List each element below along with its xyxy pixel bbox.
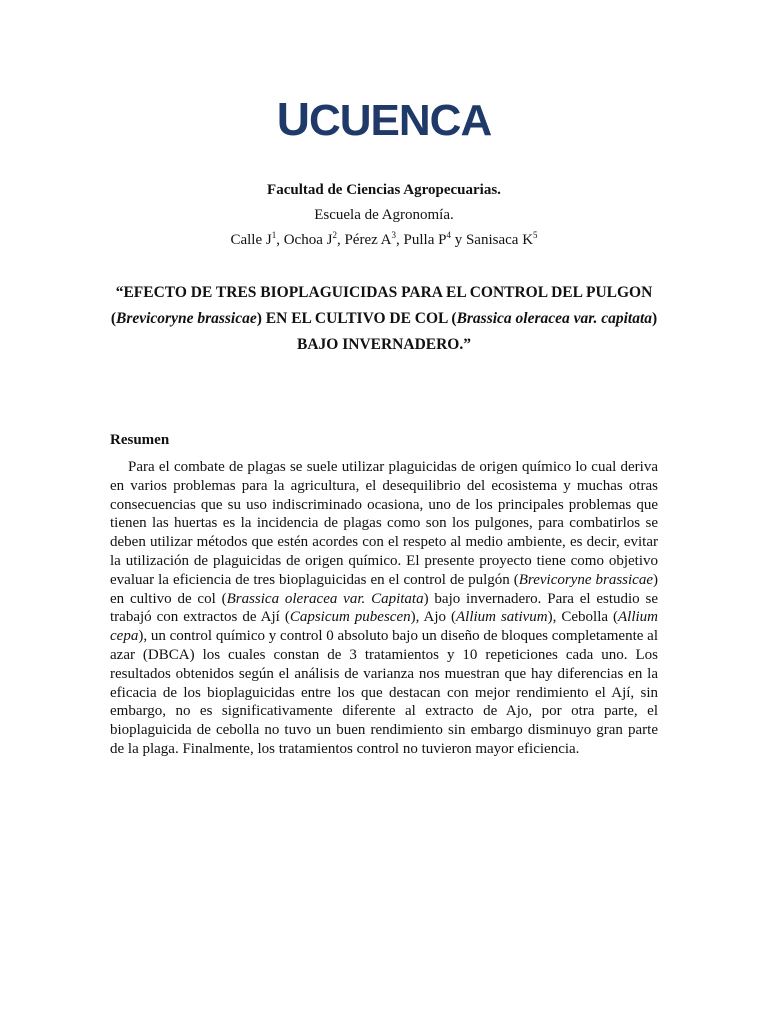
author-list bbox=[0, 230, 768, 250]
abstract-scientific-name: Allium sativum bbox=[456, 609, 548, 626]
abstract-text: ) bajo invernadero. Para el estudio se trabajó con extractos de Ají ( bbox=[110, 590, 658, 626]
abstract-text: ), Cebolla ( bbox=[547, 609, 618, 626]
author-separator: y bbox=[450, 232, 466, 248]
abstract-scientific-name: Capsicum pubescen bbox=[289, 609, 411, 626]
logo-text: CUENCA bbox=[309, 96, 492, 145]
author-affiliation: 3 bbox=[391, 230, 397, 240]
abstract-text: ), Ajo ( bbox=[410, 609, 456, 626]
abstract-text: Para el combate de plagas se suele utilizar plaguicidas de origen químico lo cual deriva en varios problemas para la agricultura, el desequilibrio del ecosistema y muchas otras consecuencias que su uso indiscriminado ocasiona, uno de los principales problemas que tienen las huertas es la incidencia de plagas como son los pulgones, para combatirlos se deben utilizar métodos que estén acordes con el respeto al medio ambiente, es decir, evitar la utilización de plaguicidas de origen químico. El presente proyecto tiene como objetivo evaluar la eficiencia de tres bioplaguicidas en el control de pulgón ( bbox=[110, 459, 658, 588]
title-scientific-name: Brassica oleracea var. capitata bbox=[456, 310, 653, 327]
author-affiliation: 4 bbox=[446, 230, 451, 240]
author-name: Calle J bbox=[230, 232, 272, 248]
abstract-body bbox=[110, 458, 658, 759]
title-text: ) BAJO INVERNADERO.” bbox=[297, 310, 658, 353]
author-name: Ochoa J bbox=[283, 232, 333, 248]
abstract-scientific-name: Brevicoryne brassicae bbox=[518, 571, 653, 588]
author-separator: , bbox=[336, 232, 345, 248]
title-scientific-name: Brevicoryne brassicae bbox=[115, 310, 257, 327]
author-name: Pérez A bbox=[344, 232, 392, 248]
logo-letter-u: U bbox=[276, 93, 309, 145]
ucuenca-logo bbox=[0, 93, 768, 145]
author-affiliation: 2 bbox=[332, 230, 337, 240]
author-name: Pulla P bbox=[403, 232, 447, 248]
title-text: ) EN EL CULTIVO DE COL ( bbox=[256, 310, 457, 327]
school-name: Escuela de Agronomía. bbox=[314, 207, 454, 223]
author-name: Sanisaca K bbox=[465, 232, 534, 248]
abstract-heading: Resumen bbox=[110, 432, 170, 448]
paper-title bbox=[100, 280, 668, 358]
author-separator: , bbox=[396, 232, 404, 248]
author-affiliation: 1 bbox=[271, 230, 277, 240]
title-text: “EFECTO DE TRES BIOPLAGUICIDAS PARA EL CONTROL DEL PULGON ( bbox=[110, 284, 653, 327]
abstract-scientific-name: Allium cepa bbox=[110, 609, 658, 645]
abstract-text: ), un control químico y control 0 absoluto bajo un diseño de bloques completamente al azar (DBCA) los cuales constan de 3 tratamientos y 10 repeticiones cada uno. Los resultados obtenidos según el análisis de varianza nos muestran que hay diferencias en la eficacia de los bioplaguicidas entre los que destacan con mejor rendimiento el Ají, sin embargo, no es significativamente diferente al extracto de Ajo, por otra parte, el bioplaguicida de cebolla no tuvo un buen rendimiento sin embargo disminuyo gran parte de la plaga. Finalmente, los tratamientos control no tuvieron mayor eficiencia. bbox=[110, 628, 658, 757]
abstract-scientific-name: Brassica oleracea var. Capitata bbox=[226, 590, 424, 607]
author-affiliation: 5 bbox=[533, 230, 538, 240]
faculty-name: Facultad de Ciencias Agropecuarias. bbox=[267, 182, 501, 198]
author-separator: , bbox=[276, 232, 284, 248]
abstract-text: ) en cultivo de col ( bbox=[110, 571, 658, 607]
